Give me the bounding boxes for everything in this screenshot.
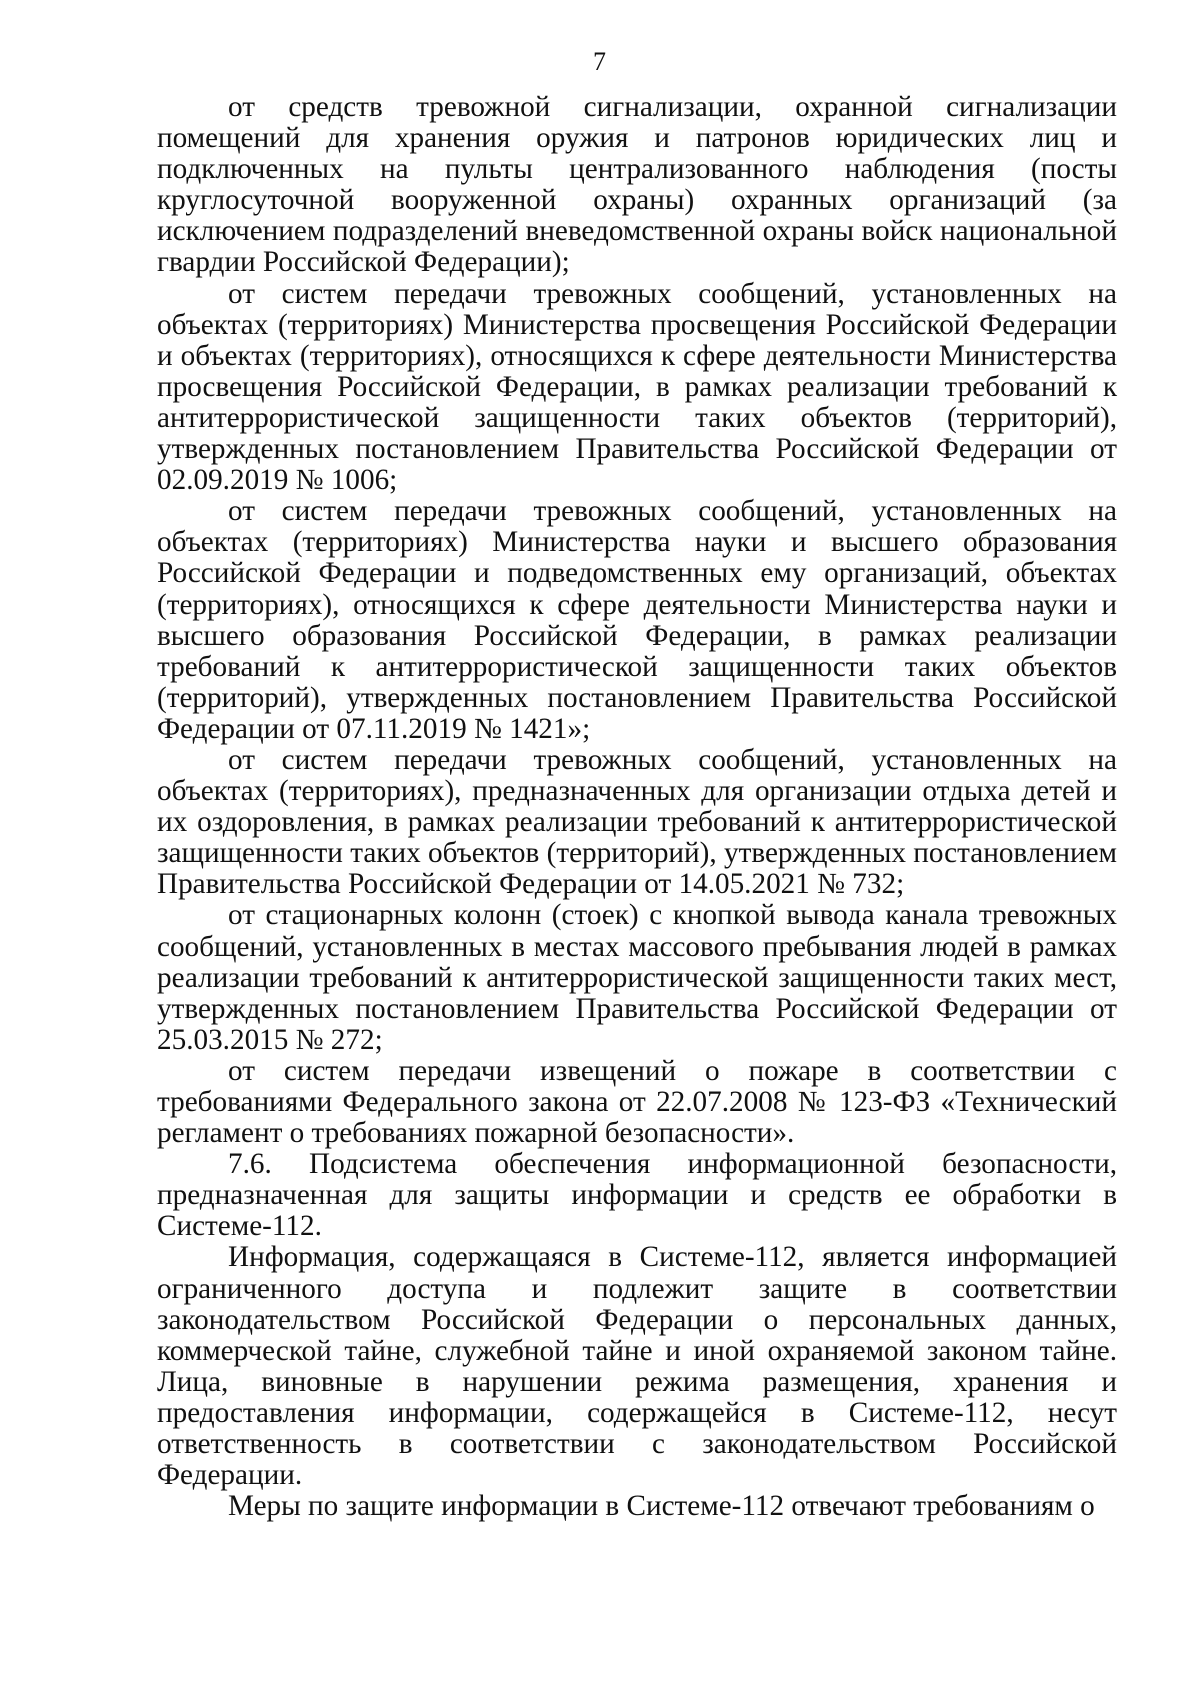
paragraph-section-7-6: 7.6. Подсистема обеспечения информационной безопасности, предназначенная для защиты информации и средств ее обработки в Системе-112. [157, 1148, 1117, 1243]
paragraph-stationary-columns: от стационарных колонн (стоек) с кнопкой вывода канала тревожных сообщений, установленных в местах массового пребывания людей в рамках реализации требований к антитеррористической защищенности таких мест, утвержденных постановлением Правительства Российской Федерации от 25.03.2015 № 272; [157, 899, 1117, 1056]
document-body [157, 92, 1117, 1522]
paragraph-ministry-education: от систем передачи тревожных сообщений, установленных на объектах (территориях) Министерства просвещения Российской Федерации и объектах (территориях), относящихся к сфере деятельности Министерства просвещения Российской Федерации, в рамках реализации требований к антитеррористической защищенности таких объектов (территорий), утвержденных постановлением Правительства Российской Федерации от 02.09.2019 № 1006; [157, 277, 1117, 497]
paragraph-protection-measures: Меры по защите информации в Системе-112 отвечают требованиям о [228, 1490, 1095, 1523]
paragraph-alarm-signalization: от средств тревожной сигнализации, охранной сигнализации помещений для хранения оружия и патронов юридических лиц и подключенных на пульты централизованного наблюдения (посты круглосуточной вооруженной охраны) охранных организаций (за исключением подразделений вневедомственной охраны войск национальной гвардии Российской Федерации); [157, 91, 1117, 279]
paragraph-restricted-information: Информация, содержащаяся в Системе-112, является информацией ограниченного доступа и подлежит защите в соответствии законодательством Российской Федерации о персональных данных, коммерческой тайне, служебной тайне и иной охраняемой законом тайне. Лица, виновные в нарушении режима размещения, хранения и предоставления информации, содержащейся в Системе-112, несут ответственность в соответствии с законодательством Российской Федерации. [157, 1241, 1117, 1492]
paragraph-ministry-science: от систем передачи тревожных сообщений, установленных на объектах (территориях) Министерства науки и высшего образования Российской Федерации и подведомственных ему организаций, объектах (территориях), относящихся к сфере деятельности Министерства науки и высшего образования Российской Федерации, в рамках реализации требований к антитеррористической защищенности таких объектов (территорий), утвержденных постановлением Правительства Российской Федерации от 07.11.2019 № 1421»; [157, 495, 1117, 745]
page-number: 7 [593, 47, 607, 76]
paragraph-fire-notification: от систем передачи извещений о пожаре в соответствии с требованиями Федерального закона от 22.07.2008 № 123-ФЗ «Технический регламент о требованиях пожарной безопасности». [157, 1054, 1117, 1150]
paragraph-children-recreation: от систем передачи тревожных сообщений, установленных на объектах (территориях), предназначенных для организации отдыха детей и их оздоровления, в рамках реализации требований к антитеррористической защищенности таких объектов (территорий), утвержденных постановлением Правительства Российской Федерации от 14.05.2021 № 732; [157, 743, 1117, 901]
